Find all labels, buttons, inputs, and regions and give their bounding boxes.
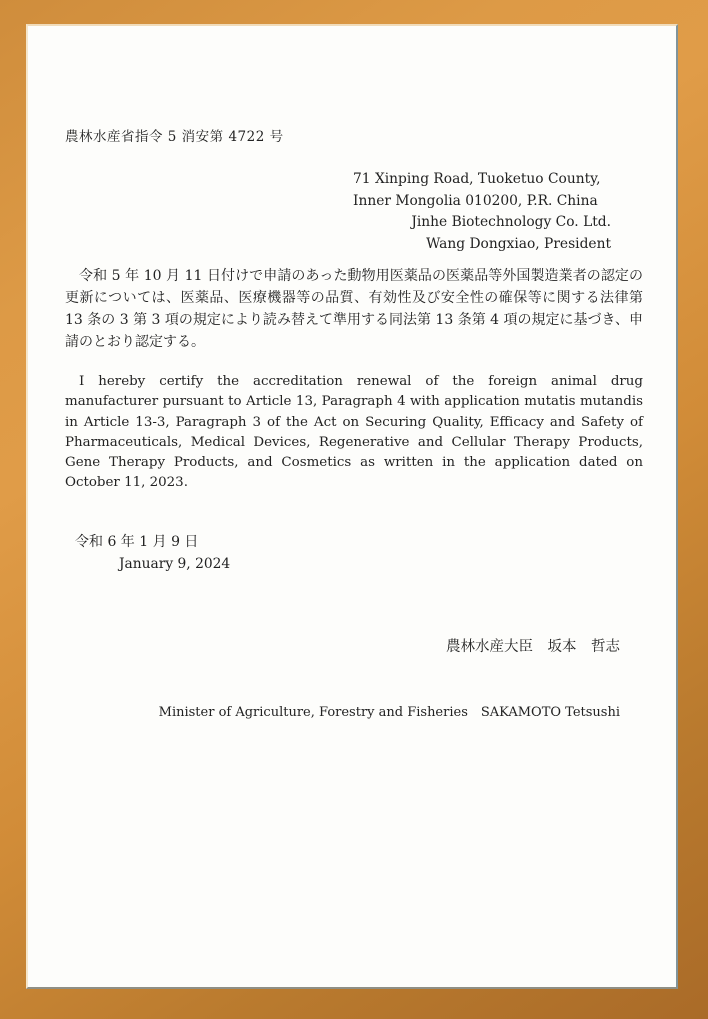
body-paragraph-japanese: 令和 5 年 10 月 11 日付けで申請のあった動物用医薬品の医薬品等外国製造業者の認定の更新については、医薬品、医療機器等の品質、有効性及び安全性の確保等に関する法律第 13 条の 3 第 3 項の規定により読み替えて準用する同法第 13 条第 4 項の規定に基づき、申請のとおり認定する。: [65, 268, 643, 350]
recipient-address-block: [353, 169, 611, 255]
reference-number: 農林水産省指令 5 消安第 4722 号: [65, 129, 284, 145]
recipient-address-line-1: 71 Xinping Road, Tuoketuo County,: [353, 171, 601, 187]
signature-minister-japanese: 農林水産大臣 坂本 哲志: [446, 639, 620, 655]
recipient-representative: Wang Dongxiao, President: [426, 235, 611, 252]
signature-block: [159, 592, 620, 768]
body-paragraph-english: I hereby certify the accreditation renewal of the foreign animal drug manufacturer pursuant to Article 13, Paragraph 4 with application mutatis mutandis in Article 13-3, Paragraph 3 of the Act on Securing Quality, Efficacy and Safety of Pharmaceuticals, Medical Devices, Regenerative and Cellular Therapy Products, Gene Therapy Products, and Cosmetics as written in the application dated on October 11, 2023.: [65, 374, 643, 491]
certificate-paper: [26, 24, 678, 989]
date-english: January 9, 2024: [119, 555, 231, 572]
date-block: [75, 532, 230, 575]
recipient-address-line-2: Inner Mongolia 010200, P.R. China: [353, 192, 598, 209]
date-japanese: 令和 6 年 1 月 9 日: [75, 534, 199, 550]
recipient-company-name: Jinhe Biotechnology Co. Ltd.: [411, 214, 611, 230]
signature-minister-english: Minister of Agriculture, Forestry and Fisheries SAKAMOTO Tetsushi: [158, 705, 620, 720]
